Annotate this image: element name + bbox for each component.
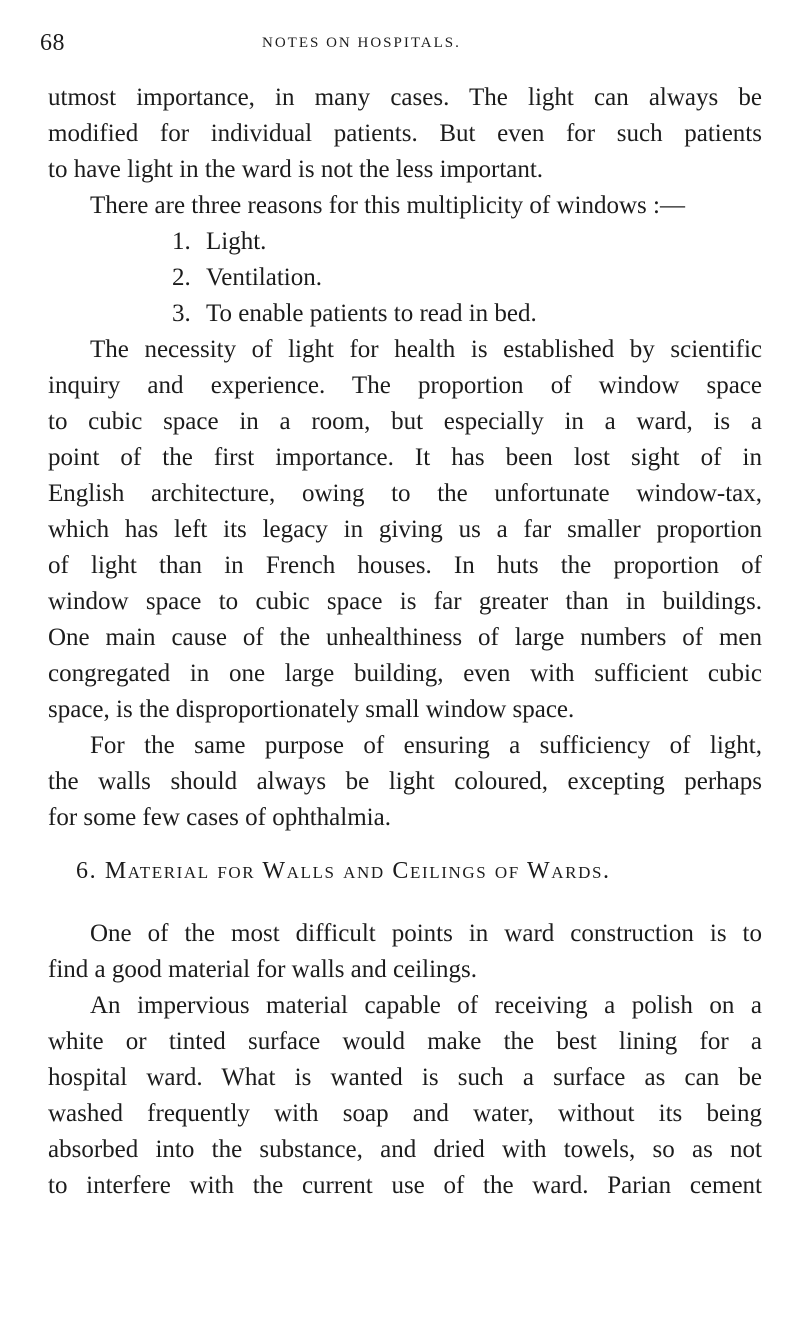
- text-line: of light than in French houses. In huts the proportion of: [48, 552, 762, 579]
- list-text: To enable patients to read in bed.: [206, 300, 537, 327]
- reasons-list: [48, 224, 762, 332]
- text-line: For the same purpose of ensuring a sufficiency of light,: [90, 732, 762, 759]
- text-line: absorbed into the substance, and dried with towels, so as not: [48, 1136, 762, 1163]
- list-item: [48, 224, 762, 260]
- list-number: 3.: [172, 300, 191, 327]
- text-line: which has left its legacy in giving us a far smaller proportion: [48, 516, 762, 543]
- list-text: Ventilation.: [206, 264, 322, 291]
- text-line: utmost importance, in many cases. The light can always be: [48, 84, 762, 111]
- text-line: the walls should always be light coloured, excepting perhaps: [48, 768, 762, 795]
- text-line: The necessity of light for health is established by scientific: [90, 336, 762, 363]
- running-head: [40, 30, 760, 60]
- text-line: white or tinted surface would make the best lining for a: [48, 1028, 762, 1055]
- running-title: NOTES ON HOSPITALS.: [262, 35, 461, 51]
- text-line: to have light in the ward is not the less important.: [48, 156, 544, 183]
- paragraph-continuation: [48, 80, 762, 224]
- text-line: for some few cases of ophthalmia.: [48, 804, 391, 831]
- paragraph-difficult-points: [48, 916, 762, 988]
- text-line: to interfere with the current use of the ward. Parian cement: [48, 1172, 762, 1199]
- text-line: space, is the disproportionately small window space.: [48, 696, 575, 723]
- section-heading: [76, 858, 611, 885]
- text-line: washed frequently with soap and water, without its being: [48, 1100, 762, 1127]
- text-line: There are three reasons for this multiplicity of windows :—: [90, 192, 685, 219]
- text-line: One main cause of the unhealthiness of large numbers of men: [48, 624, 762, 651]
- text-line: An impervious material capable of receiving a polish on a: [90, 992, 762, 1019]
- page-number: 68: [40, 30, 65, 56]
- paragraph-wall-colour: [48, 728, 762, 836]
- text-line: modified for individual patients. But even for such patients: [48, 120, 762, 147]
- text-line: find a good material for walls and ceilings.: [48, 956, 478, 983]
- section-number: 6.: [76, 858, 98, 884]
- list-item: [48, 260, 762, 296]
- paragraph-light-necessity: [48, 332, 762, 728]
- text-line: point of the first importance. It has been lost sight of in: [48, 444, 762, 471]
- text-line: congregated in one large building, even with sufficient cubic: [48, 660, 762, 687]
- text-line: window space to cubic space is far greater than in buildings.: [48, 588, 762, 615]
- list-number: 2.: [172, 264, 191, 291]
- text-line: English architecture, owing to the unfortunate window-tax,: [48, 480, 762, 507]
- text-line: One of the most difficult points in ward construction is to: [90, 920, 762, 947]
- text-line: to cubic space in a room, but especially in a ward, is a: [48, 408, 762, 435]
- text-line: hospital ward. What is wanted is such a surface as can be: [48, 1064, 762, 1091]
- text-line: inquiry and experience. The proportion of window space: [48, 372, 762, 399]
- list-number: 1.: [172, 228, 191, 255]
- list-item: [48, 296, 762, 332]
- list-text: Light.: [206, 228, 267, 255]
- paragraph-impervious-material: [48, 988, 762, 1204]
- section-title: Material for Walls and Ceilings of Wards.: [104, 858, 611, 884]
